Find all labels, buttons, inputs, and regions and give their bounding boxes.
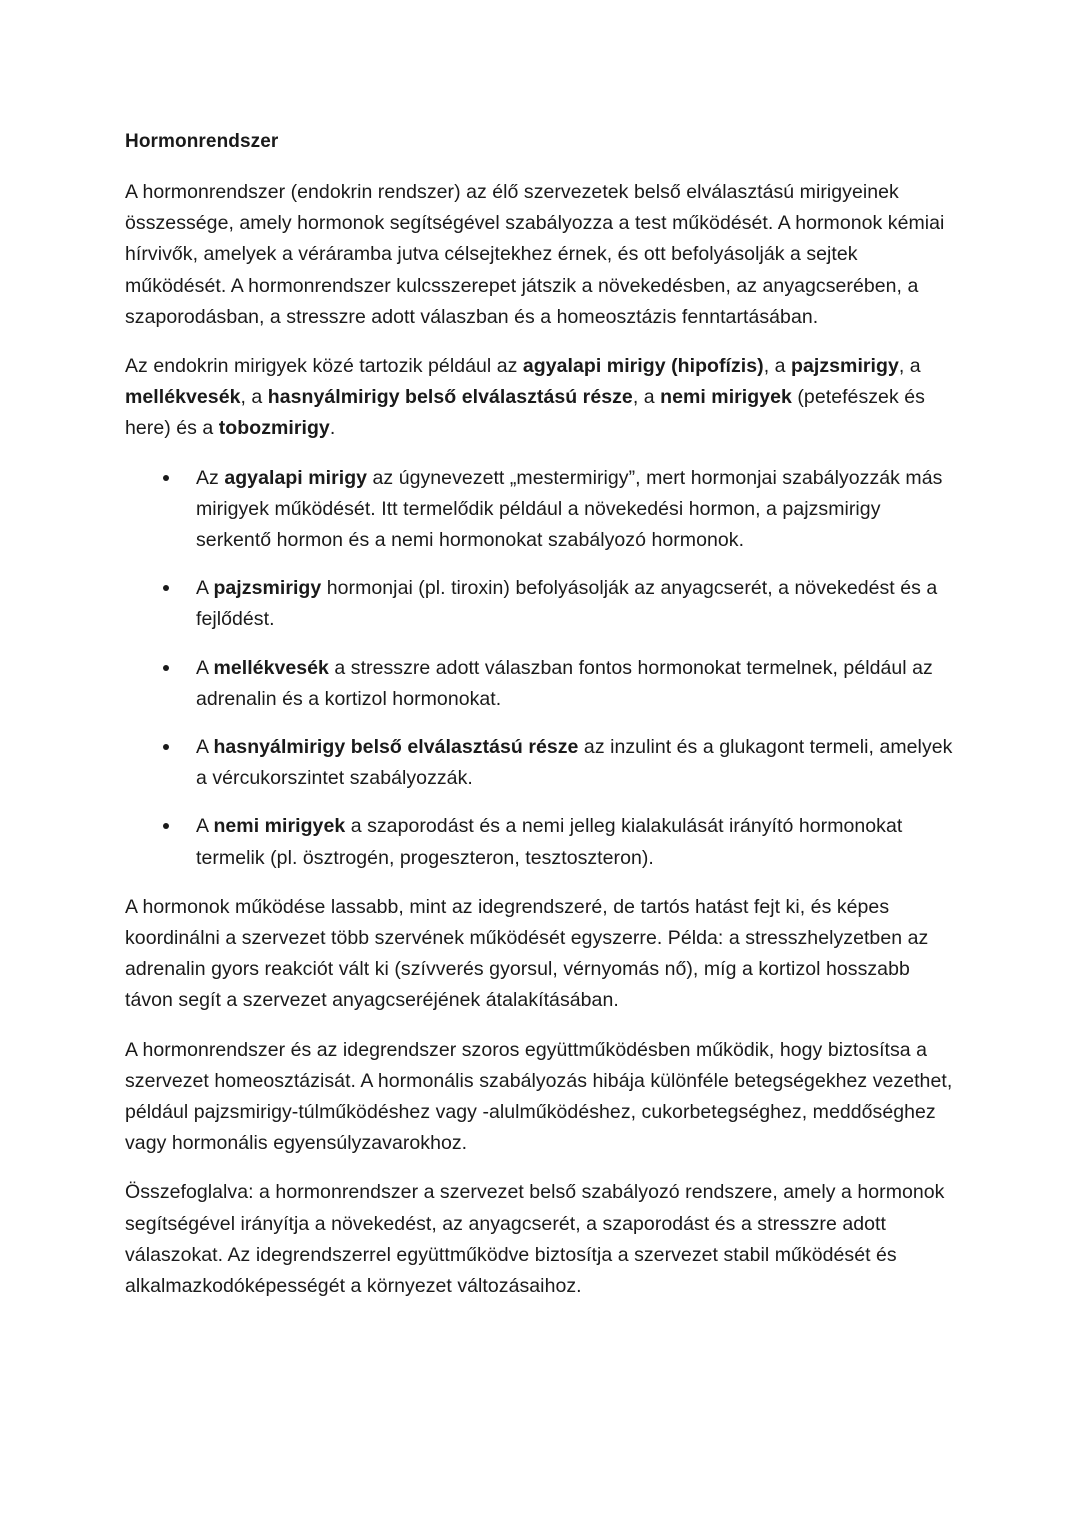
term-hasnyalmirigy: hasnyálmirigy belső elválasztású része (267, 386, 633, 409)
text-fragment: hormonjai (pl. tiroxin) befolyásolják az anyagcserét, a növekedést és a fejlődést. (196, 577, 938, 631)
text-fragment: , a (240, 386, 268, 409)
list-item-term: hasnyálmirigy belső elválasztású része (213, 736, 579, 759)
text-fragment: A (196, 577, 214, 600)
term-pajzsmirigy: pajzsmirigy (791, 355, 899, 378)
text-fragment: . (329, 417, 336, 440)
text-fragment: Az endokrin mirigyek közé tartozik például az (125, 355, 523, 378)
paragraph-summary: Összefoglalva: a hormonrendszer a szervezet belső szabályozó rendszere, amely a hormonok segítségével irányítja a növekedést, az anyagcserét, a szaporodást és a stresszre adott válaszokat. Az idegrendszerrel együttműködve biztosítja a szervezet stabil működését és alkalmazkodóképességét a környezet változásaihoz. (125, 1181, 945, 1298)
list-item (125, 653, 953, 715)
list-item-text (196, 732, 953, 794)
paragraph-glands-list (125, 351, 953, 445)
text-fragment: , a (898, 355, 921, 378)
paragraph-nervous-system: A hormonrendszer és az idegrendszer szoros együttműködésben működik, hogy biztosítsa a szervezet homeosztázisát. A hormonális szabályozás hibája különféle betegségekhez vezethet, például pajzsmirigy-túlműködéshez vagy -alulműködéshez, cukorbetegséghez, meddőséghez vagy hormonális egyensúlyzavarokhoz. (125, 1038, 953, 1155)
term-mellekvesek: mellékvesék (125, 386, 241, 409)
list-item-text (196, 573, 953, 635)
text-fragment: A (196, 656, 214, 679)
list-item (125, 573, 953, 635)
text-fragment: A (196, 815, 214, 838)
list-item (125, 811, 953, 873)
list-item-term: nemi mirigyek (213, 815, 346, 838)
text-fragment: , a (632, 386, 661, 409)
list-item-text (196, 811, 953, 873)
bullet-point-icon (163, 585, 169, 591)
glands-bullet-list (125, 463, 953, 874)
bullet-point-icon (163, 744, 169, 750)
bullet-point-icon (163, 475, 169, 481)
list-item-text (196, 653, 953, 715)
text-fragment: az úgynevezett „mestermirigy”, mert hormonjai szabályozzák más mirigyek működését. Itt termelődik például a növekedési hormon, a pajzsmirigy serkentő hormon és a nemi hormonokat szabályozó hormonok. (196, 466, 943, 552)
list-item-term: mellékvesék (213, 656, 329, 679)
text-fragment: A (196, 736, 214, 759)
term-hipofizis: agyalapi mirigy (hipofízis) (522, 355, 764, 378)
list-item-term: agyalapi mirigy (224, 466, 368, 489)
list-item (125, 463, 953, 557)
list-item-term: pajzsmirigy (213, 577, 322, 600)
document-body (125, 126, 953, 1302)
text-fragment: Az (196, 466, 225, 489)
bullet-point-icon (163, 823, 169, 829)
text-fragment: a szaporodást és a nemi jelleg kialakulását irányító hormonokat termelik (pl. ösztrogén, progeszteron, tesztoszteron). (196, 815, 903, 869)
page-title: Hormonrendszer (125, 131, 279, 152)
paragraph-intro: A hormonrendszer (endokrin rendszer) az élő szervezetek belső elválasztású mirigyeinek összessége, amely hormonok segítségével szabályozza a test működését. A hormonok kémiai hírvivők, amelyek a véráramba jutva célsejtekhez érnek, és ott befolyásolják a sejtek működését. A hormonrendszer kulcsszerepet játszik a növekedésben, az anyagcserében, a szaporodásban, a stresszre adott válaszban és a homeosztázis fenntartásában. (125, 181, 945, 328)
paragraph-hormone-action: A hormonok működése lassabb, mint az idegrendszeré, de tartós hatást fejt ki, és képes koordinálni a szervezet több szervének működését egyszerre. Példa: a stresszhelyzetben az adrenalin gyors reakciót vált ki (szívverés gyorsul, vérnyomás nő), míg a kortizol hosszabb távon segít a szervezet anyagcseréjének átalakításában. (125, 895, 929, 1012)
list-item (125, 732, 953, 794)
term-tobozmirigy: tobozmirigy (218, 417, 330, 440)
list-item-text (196, 463, 953, 557)
text-fragment: (petefészek és here) és a (125, 386, 925, 440)
text-fragment: , a (763, 355, 792, 378)
text-fragment: az inzulint és a glukagont termeli, amelyek a vércukorszintet szabályozzák. (196, 736, 953, 790)
bullet-point-icon (163, 665, 169, 671)
text-fragment: a stresszre adott válaszban fontos hormonokat termelnek, például az adrenalin és a kortizol hormonokat. (196, 656, 933, 710)
term-nemi-mirigyek: nemi mirigyek (660, 386, 792, 409)
